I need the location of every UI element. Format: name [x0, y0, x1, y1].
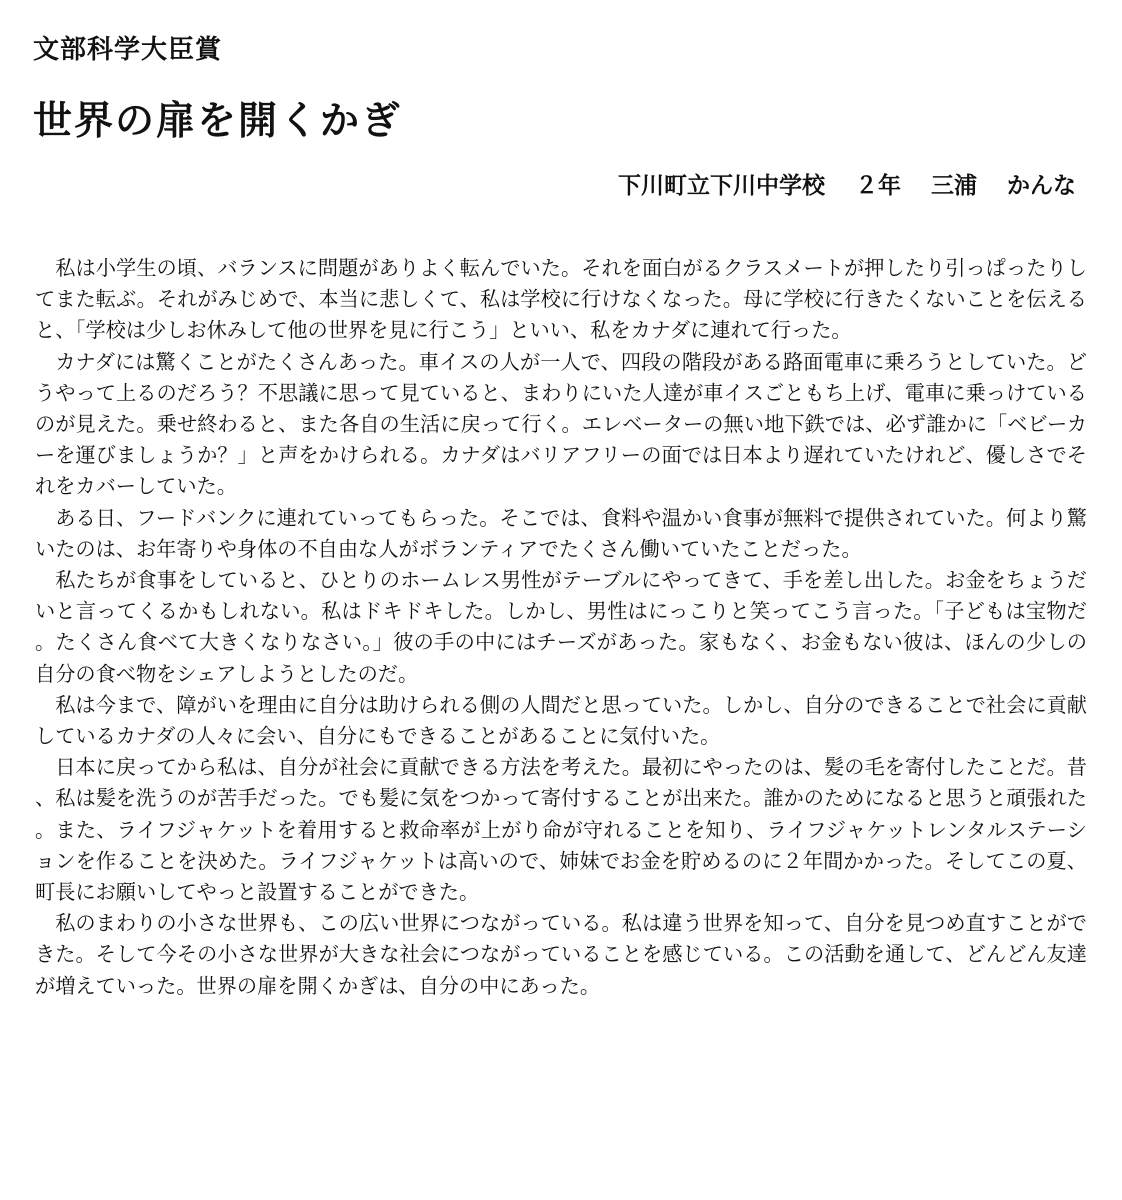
essay-body — [35, 253, 1087, 1002]
paragraph: ある日、フードバンクに連れていってもらった。そこでは、食料や温かい食事が無料で提供されていた。何より驚いたのは、お年寄りや身体の不自由な人がボランティアでたくさん働いていたことだった。 — [35, 505, 1087, 561]
paragraph: 私は小学生の頃、バランスに問題がありよく転んでいた。それを面白がるクラスメートが押したり引っぱったりしてまた転ぶ。それがみじめで、本当に悲しくて、私は学校に行けなくなった。母に学校に行きたくないことを伝えると、「学校は少しお休みして他の世界を見に行こう」といい、私をカナダに連れて行った。 — [35, 256, 1087, 343]
author-school: 下川町立下川中学校 — [618, 173, 825, 199]
paragraph: 日本に戻ってから私は、自分が社会に貢献できる方法を考えた。最初にやったのは、髪の毛を寄付したことだ。昔、私は髪を洗うのが苦手だった。でも髪に気をつかって寄付することが出来た。誰かのためになると思うと頑張れた。また、ライフジャケットを着用すると救命率が上がり命が守れることを知り、ライフジャケットレンタルステーションを作ることを決めた。ライフジャケットは高いので、姉妹でお金を貯めるのに２年間かかった。そしてこの夏、町長にお願いしてやっと設置することができた。 — [35, 755, 1087, 905]
author-surname: 三浦 — [931, 173, 977, 199]
essay-title: 世界の扉を開くかぎ — [33, 99, 403, 144]
paragraph: 私は今まで、障がいを理由に自分は助けられる側の人間だと思っていた。しかし、自分のできることで社会に貢献しているカナダの人々に会い、自分にもできることがあることに気付いた。 — [35, 692, 1087, 749]
paragraph: 私のまわりの小さな世界も、この広い世界につながっている。私は違う世界を知って、自分を見つめ直すことができた。そして今その小さな世界が大きな社会につながっていることを感じている。この活動を通して、どんどん友達が増えていった。世界の扉を開くかぎは、自分の中にあった。 — [35, 911, 1087, 998]
author-line — [618, 168, 1076, 204]
author-given-name: かんな — [1007, 173, 1076, 199]
paragraph: 私たちが食事をしていると、ひとりのホームレス男性がテーブルにやってきて、手を差し出した。お金をちょうだいと言ってくるかもしれない。私はドキドキした。しかし、男性はにっこりと笑ってこう言った。「子どもは宝物だ。たくさん食べて大きくなりなさい。」彼の手の中にはチーズがあった。家もなく、お金もない彼は、ほんの少しの自分の食べ物をシェアしようとしたのだ。 — [35, 568, 1087, 686]
paragraph: カナダには驚くことがたくさんあった。車イスの人が一人で、四段の階段がある路面電車に乗ろうとしていた。どうやって上るのだろう？不思議に思って見ていると、まわりにいた人達が車イスごともち上げ、電車に乗っけているのが見えた。乗せ終わると、また各自の生活に戻って行く。エレベーターの無い地下鉄では、必ず誰かに「ベビーカーを運びましょうか？」と声をかけられる。カナダはバリアフリーの面では日本より遅れていたけれど、優しさでそれをカバーしていた。 — [35, 349, 1087, 499]
award-heading: 文部科学大臣賞 — [33, 35, 223, 65]
author-grade: ２年 — [855, 173, 901, 199]
